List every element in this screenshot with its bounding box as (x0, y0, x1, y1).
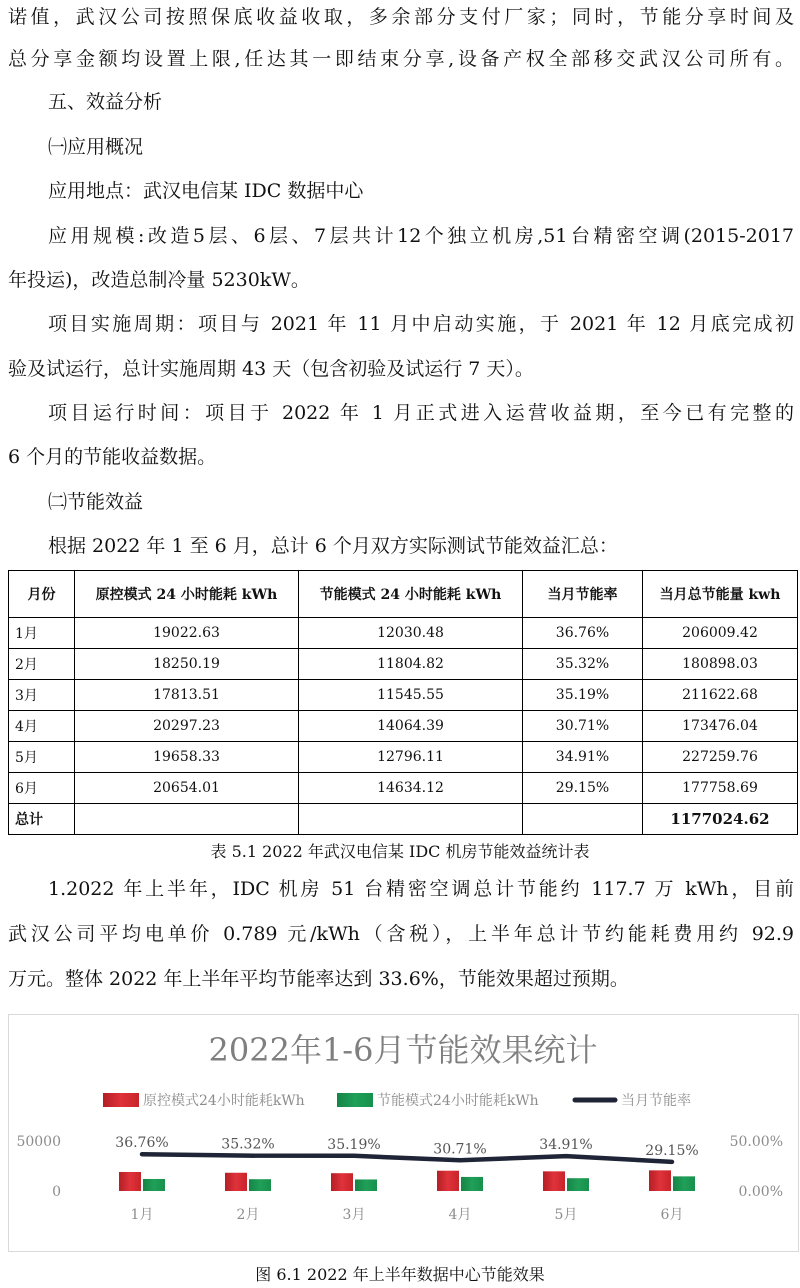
paragraph-line: 武汉公司平均电单价 0.789 元/kWh（含税），上半年总计节约能耗费用约 92.9 (8, 923, 794, 945)
bar-saving (143, 1179, 165, 1191)
paragraph-line: 诺值，武汉公司按照保底收益收取，多余部分支付厂家；同时，节能分享时间及 (8, 6, 794, 28)
table-cell: 19658.33 (75, 742, 299, 773)
legend-label-original: 原控模式24小时能耗kWh (143, 1093, 305, 1109)
x-tick-label: 4月 (448, 1207, 472, 1223)
table-cell: 5月 (9, 742, 75, 773)
bar-original (331, 1173, 353, 1191)
table-total-value: 1177024.62 (643, 804, 798, 835)
table-cell: 36.76% (523, 618, 643, 649)
table-header-cell: 原控模式 24 小时能耗 kWh (75, 571, 299, 618)
paragraph-line: 1.2022 年上半年，IDC 机房 51 台精密空调总计节能约 117.7 万 kWh，目前 (48, 878, 794, 900)
paragraph-line: 年投运)，改造总制冷量 5230kW。 (8, 269, 310, 291)
paragraph-line: 项目实施周期：项目与 2021 年 11 月中启动实施，于 2021 年 12 月底完成初 (48, 313, 794, 335)
table-row (9, 680, 798, 711)
table-cell: 20297.23 (75, 711, 299, 742)
table-cell: 30.71% (523, 711, 643, 742)
table-cell: 29.15% (523, 773, 643, 804)
rate-data-label: 30.71% (433, 1141, 487, 1158)
paragraph-line: 总分享金额均设置上限,任达其一即结束分享,设备产权全部移交武汉公司所有。 (8, 48, 794, 70)
legend-swatch-original (103, 1093, 139, 1107)
paragraph-line: 应用地点：武汉电信某 IDC 数据中心 (48, 180, 364, 202)
paragraph-line: 项目运行时间：项目于 2022 年 1 月正式进入运营收益期，至今已有完整的 (48, 402, 794, 424)
energy-chart (8, 1014, 799, 1252)
table-row (9, 649, 798, 680)
table-cell: 14634.12 (299, 773, 523, 804)
rate-data-label: 36.76% (115, 1135, 169, 1152)
bar-saving (249, 1179, 271, 1191)
bar-original (225, 1173, 247, 1191)
table-total-label: 总计 (9, 804, 75, 835)
rate-line (142, 1154, 672, 1162)
table-header-row (9, 571, 798, 618)
rate-data-label: 29.15% (645, 1142, 699, 1159)
bar-saving (355, 1179, 377, 1191)
table-cell: 6月 (9, 773, 75, 804)
table-header-cell: 当月节能率 (523, 571, 643, 618)
bar-original (119, 1172, 141, 1191)
paragraph-line: 根据 2022 年 1 至 6 月，总计 6 个月双方实际测试节能效益汇总： (48, 535, 618, 557)
paragraph-line: 6 个月的节能收益数据。 (8, 446, 217, 468)
table-cell: 12796.11 (299, 742, 523, 773)
table-cell: 180898.03 (643, 649, 798, 680)
legend-label-saving: 节能模式24小时能耗kWh (377, 1093, 539, 1109)
subsection-heading: ㈠应用概况 (48, 136, 144, 158)
table-cell: 3月 (9, 680, 75, 711)
x-tick-label: 1月 (130, 1207, 154, 1223)
rate-data-label: 35.32% (221, 1136, 275, 1153)
table-header-cell: 当月总节能量 kwh (643, 571, 798, 618)
bar-original (543, 1171, 565, 1191)
table-cell: 34.91% (523, 742, 643, 773)
table-cell: 206009.42 (643, 618, 798, 649)
table-cell: 35.19% (523, 680, 643, 711)
table-cell: 177758.69 (643, 773, 798, 804)
table-cell: 20654.01 (75, 773, 299, 804)
table-header-cell: 节能模式 24 小时能耗 kWh (299, 571, 523, 618)
table-cell (75, 804, 299, 835)
table-cell: 35.32% (523, 649, 643, 680)
paragraph-line: 万元。整体 2022 年上半年平均节能率达到 33.6%，节能效果超过预期。 (8, 968, 629, 990)
table-cell: 18250.19 (75, 649, 299, 680)
legend-label-rate: 当月节能率 (621, 1093, 691, 1109)
y-right-tick: 0.00% (738, 1184, 783, 1200)
table-row (9, 711, 798, 742)
table-cell: 17813.51 (75, 680, 299, 711)
rate-data-label: 35.19% (327, 1136, 381, 1153)
table-cell: 12030.48 (299, 618, 523, 649)
table-cell: 173476.04 (643, 711, 798, 742)
y-left-tick: 50000 (16, 1134, 61, 1150)
table-cell (523, 804, 643, 835)
y-left-tick: 0 (52, 1184, 61, 1200)
table-cell (299, 804, 523, 835)
chart-title: 2022年1-6月节能效果统计 (208, 1031, 598, 1069)
table-cell: 2月 (9, 649, 75, 680)
energy-table (8, 570, 798, 835)
table-header-cell: 月份 (9, 571, 75, 618)
y-right-tick: 50.00% (729, 1134, 783, 1150)
bar-original (437, 1171, 459, 1191)
paragraph-line: 应用规模:改造5层、6层、7层共计12个独立机房,51台精密空调(2015-2017 (48, 225, 794, 247)
bar-original (649, 1170, 671, 1191)
x-tick-label: 6月 (660, 1207, 684, 1223)
x-tick-label: 2月 (236, 1207, 260, 1223)
table-cell: 11545.55 (299, 680, 523, 711)
rate-data-label: 34.91% (539, 1137, 593, 1154)
legend-swatch-saving (337, 1093, 373, 1107)
section-heading: 五、效益分析 (48, 91, 163, 113)
bar-saving (673, 1176, 695, 1191)
subsection-heading: ㈡节能效益 (48, 491, 144, 513)
bar-saving (567, 1178, 589, 1191)
energy-chart-svg (9, 1015, 798, 1251)
table-caption: 表 5.1 2022 年武汉电信某 IDC 机房节能效益统计表 (210, 842, 590, 861)
table-cell: 11804.82 (299, 649, 523, 680)
table-total-row (9, 804, 798, 835)
table-row (9, 773, 798, 804)
table-cell: 4月 (9, 711, 75, 742)
table-cell: 227259.76 (643, 742, 798, 773)
figure-caption: 图 6.1 2022 年上半年数据中心节能效果 (255, 1265, 545, 1284)
table-cell: 1月 (9, 618, 75, 649)
table-row (9, 618, 798, 649)
bar-saving (461, 1177, 483, 1191)
table-cell: 14064.39 (299, 711, 523, 742)
x-tick-label: 5月 (554, 1207, 578, 1223)
paragraph-line: 验及试运行，总计实施周期 43 天（包含初验及试运行 7 天）。 (8, 358, 534, 380)
table-cell: 19022.63 (75, 618, 299, 649)
table-row (9, 742, 798, 773)
x-tick-label: 3月 (342, 1207, 366, 1223)
table-cell: 211622.68 (643, 680, 798, 711)
